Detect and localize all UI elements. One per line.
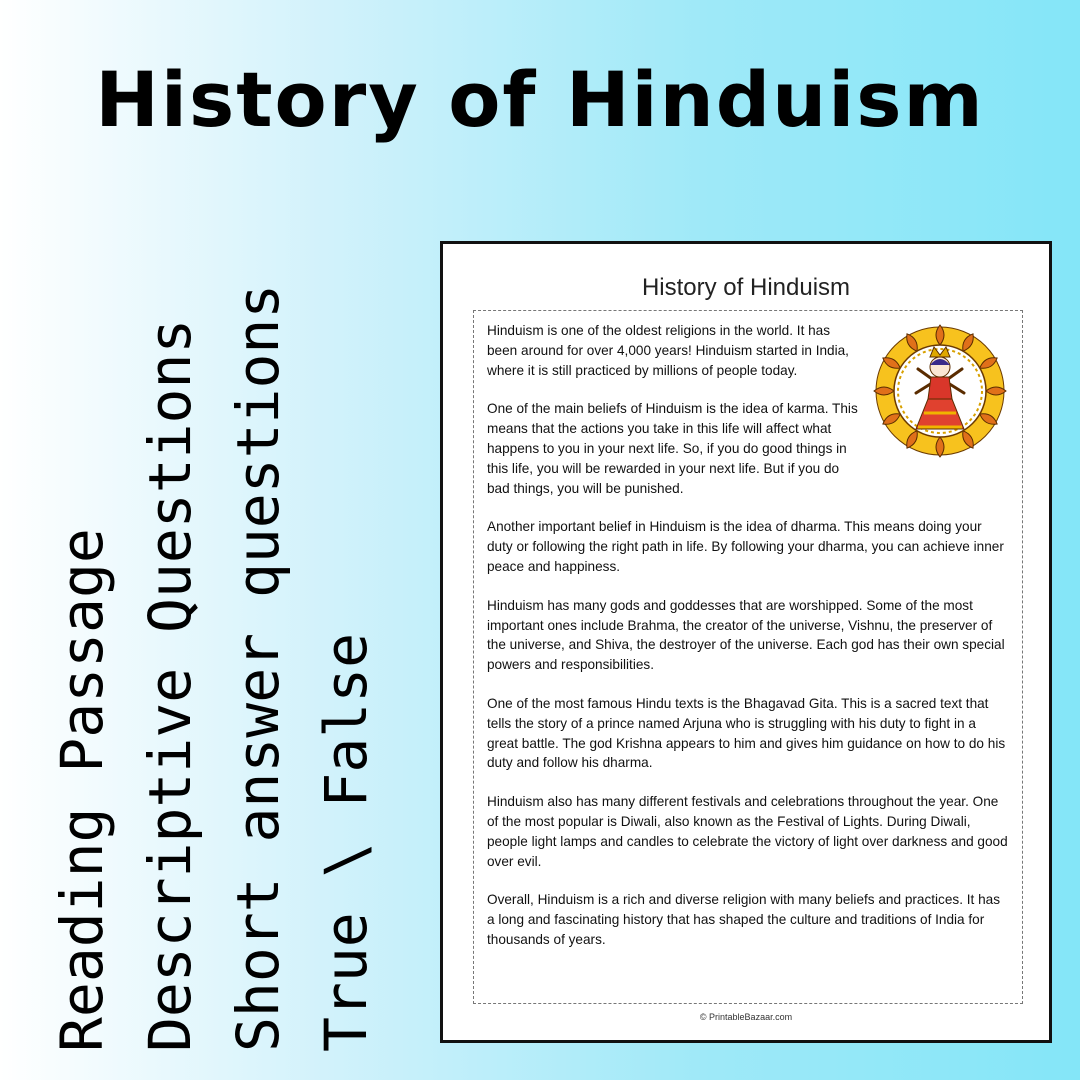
passage-paragraph-7: Overall, Hinduism is a rich and diverse religion with many beliefs and practices. It has a long and fascinating history that has shaped the culture and traditions of India for thousands of years. bbox=[487, 892, 1001, 947]
passage-paragraph-2: One of the main beliefs of Hinduism is the idea of karma. This means that the actions you take in this life will affect what happens to you in your next life. So, if you do good things in this life, you will be rewarded in your next life. But if you do bad things, you will be punished. bbox=[487, 401, 858, 496]
passage-paragraph-6: Hinduism also has many different festivals and celebrations throughout the year. One of the most popular is Diwali, also known as the Festival of Lights. During Diwali, people light lamps and candles to celebrate the victory of light over darkness and good over evil. bbox=[487, 794, 1008, 869]
reading-passage-box bbox=[473, 310, 1023, 1004]
label-descriptive-questions: Descriptive Questions bbox=[136, 318, 204, 1052]
label-true-false: True \ False bbox=[312, 632, 380, 1052]
worksheet-contents-list bbox=[38, 283, 390, 1052]
copyright-footer: © PrintableBazaar.com bbox=[699, 1012, 793, 1022]
label-reading-passage: Reading Passage bbox=[48, 528, 116, 1052]
worksheet-title: History of Hinduism bbox=[641, 274, 851, 301]
label-short-answer-questions: Short answer questions bbox=[224, 283, 292, 1052]
passage-paragraph-3: Another important belief in Hinduism is the idea of dharma. This means doing your duty or following the right path in life. By following your dharma, you can achieve inner peace and happiness. bbox=[487, 519, 1004, 574]
passage-paragraph-5: One of the most famous Hindu texts is the Bhagavad Gita. This is a sacred text that tells the story of a prince named Arjuna who is struggling with his duty to fight in a great battle. The god Krishna appears to him and gives him guidance on how to do his duty and follow his dharma. bbox=[487, 695, 1006, 771]
passage-paragraph-1: Hinduism is one of the oldest religions in the world. It has been around for over 4,000 years! Hinduism started in India, where it is still practiced by millions of people today. bbox=[487, 323, 849, 378]
goddess-mandala-illustration bbox=[870, 321, 1010, 461]
passage-paragraph-4: Hinduism has many gods and goddesses that are worshipped. Some of the most important ones include Brahma, the creator of the universe, Vishnu, the preserver of the universe, and Shiva, the destroyer of the universe. Each god has their own special powers and responsibilities. bbox=[487, 597, 1005, 673]
page-title: History of Hinduism bbox=[95, 55, 985, 144]
worksheet-preview bbox=[440, 241, 1052, 1043]
